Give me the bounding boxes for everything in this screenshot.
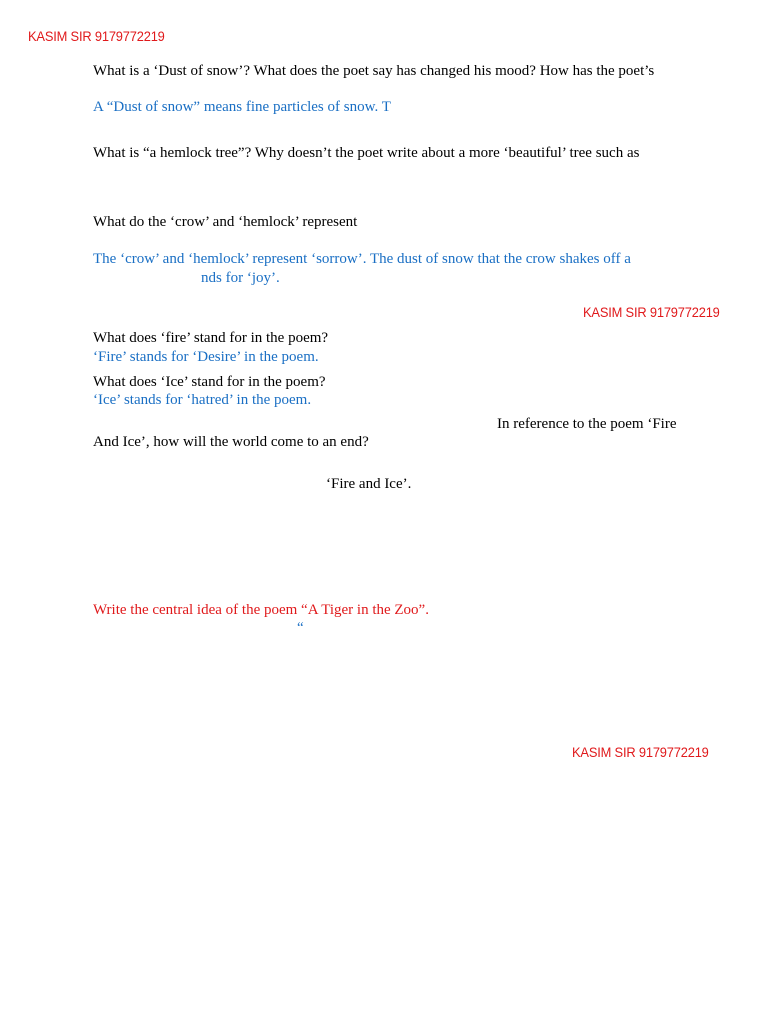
watermark-top: KASIM SIR 9179772219 <box>28 28 165 44</box>
question-crow-hemlock: What do the ‘crow’ and ‘hemlock’ represent <box>93 214 358 230</box>
answer-ice: ‘Ice’ stands for ‘hatred’ in the poem. <box>93 392 312 408</box>
question-world-end-line1: In reference to the poem ‘Fire <box>497 416 677 432</box>
question-tiger-zoo: Write the central idea of the poem “A Tiger in the Zoo”. <box>93 602 429 618</box>
watermark-bottom: KASIM SIR 9179772219 <box>572 744 709 760</box>
answer-crow-hemlock-line1: The ‘crow’ and ‘hemlock’ represent ‘sorrow’. The dust of snow that the crow shakes off a <box>93 251 631 267</box>
question-world-end-line2: And Ice’, how will the world come to an end? <box>93 434 369 450</box>
answer-dust-of-snow: A “Dust of snow” means fine particles of snow. T <box>93 99 391 115</box>
answer-world-end: ‘Fire and Ice’. <box>326 476 412 492</box>
question-fire: What does ‘fire’ stand for in the poem? <box>93 330 329 346</box>
answer-crow-hemlock-line2: nds for ‘joy’. <box>201 270 280 286</box>
question-dust-of-snow: What is a ‘Dust of snow’? What does the poet say has changed his mood? How has the poet’s <box>93 63 655 79</box>
answer-tiger-zoo: “ <box>297 620 304 636</box>
answer-fire: ‘Fire’ stands for ‘Desire’ in the poem. <box>93 349 319 365</box>
question-hemlock-tree: What is “a hemlock tree”? Why doesn’t the poet write about a more ‘beautiful’ tree such as <box>93 145 640 161</box>
watermark-middle: KASIM SIR 9179772219 <box>583 304 720 320</box>
question-ice: What does ‘Ice’ stand for in the poem? <box>93 374 326 390</box>
